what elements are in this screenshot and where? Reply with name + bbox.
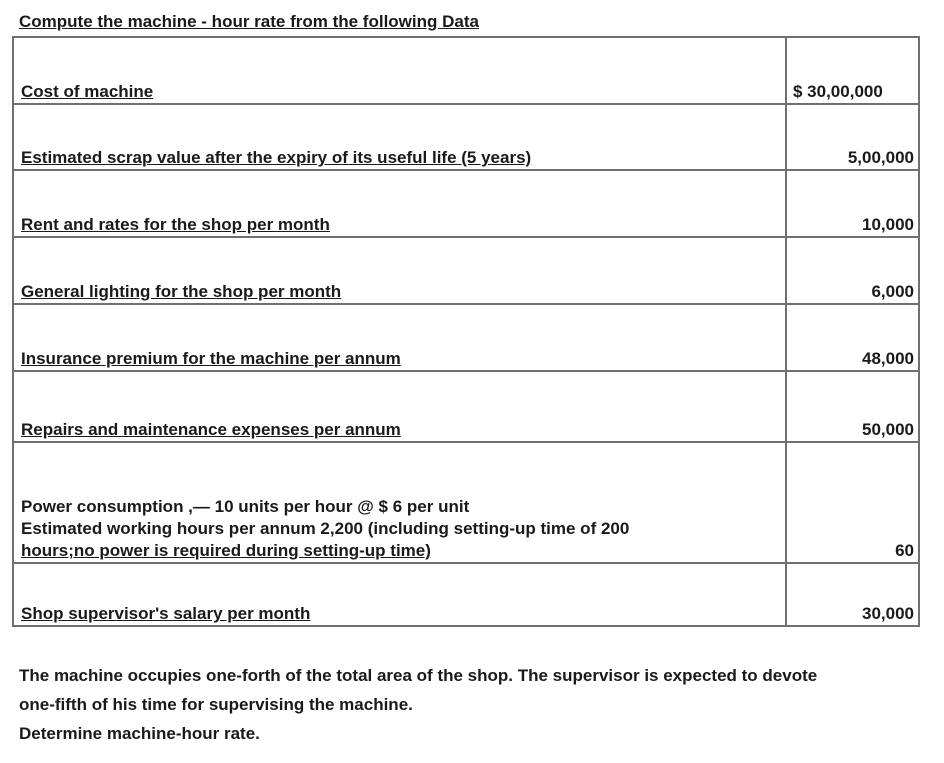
row-label-cell	[13, 442, 786, 563]
note-line: Determine machine-hour rate.	[19, 724, 260, 743]
row-label-cell	[13, 371, 786, 442]
note-line: The machine occupies one-forth of the total area of the shop. The supervisor is expected to devote	[19, 666, 818, 685]
row-label-cell	[13, 38, 786, 104]
row-value: 10,000	[862, 215, 914, 234]
row-label-cell	[13, 170, 786, 237]
table-row	[13, 38, 919, 104]
table-row	[13, 563, 919, 626]
row-label: Cost of machine	[21, 82, 154, 101]
row-value: 30,000	[862, 604, 914, 623]
data-table	[12, 38, 920, 627]
row-label-cell	[13, 563, 786, 626]
row-label-cell	[13, 304, 786, 371]
row-value: 48,000	[862, 349, 914, 368]
row-value-cell	[786, 371, 919, 442]
row-label: General lighting for the shop per month	[21, 282, 342, 301]
row-value-cell	[786, 563, 919, 626]
table-row	[13, 371, 919, 442]
row-label-cell	[13, 237, 786, 304]
row-label-line: hours;no power is required during setting-up time)	[21, 541, 431, 560]
row-value-cell	[786, 304, 919, 371]
row-label: Shop supervisor's salary per month	[21, 604, 311, 623]
table-row	[13, 237, 919, 304]
table-row	[13, 304, 919, 371]
row-label-line: Power consumption ,— 10 units per hour @ $ 6 per unit	[21, 497, 470, 516]
row-value-cell	[786, 170, 919, 237]
table-row	[13, 170, 919, 237]
table-row	[13, 104, 919, 170]
note-line: one-fifth of his time for supervising the machine.	[19, 695, 413, 714]
row-label: Rent and rates for the shop per month	[21, 215, 330, 234]
row-value-cell	[786, 237, 919, 304]
row-label-cell	[13, 104, 786, 170]
row-value: $ 30,00,000	[793, 82, 883, 101]
row-label: Estimated scrap value after the expiry of its useful life (5 years)	[21, 148, 532, 167]
row-value-cell	[786, 38, 919, 104]
row-label-line: Estimated working hours per annum 2,200 (including setting-up time of 200	[21, 519, 630, 538]
problem-note	[19, 661, 929, 748]
row-value: 50,000	[862, 420, 914, 439]
row-label: Repairs and maintenance expenses per annum	[21, 420, 401, 439]
page-title: Compute the machine - hour rate from the following Data	[19, 12, 479, 31]
row-value: 6,000	[871, 282, 914, 301]
row-label: Insurance premium for the machine per annum	[21, 349, 401, 368]
row-value-cell	[786, 104, 919, 170]
row-value-cell	[786, 442, 919, 563]
table-row	[13, 442, 919, 563]
row-value: 5,00,000	[847, 148, 914, 167]
row-value: 60	[895, 541, 914, 560]
